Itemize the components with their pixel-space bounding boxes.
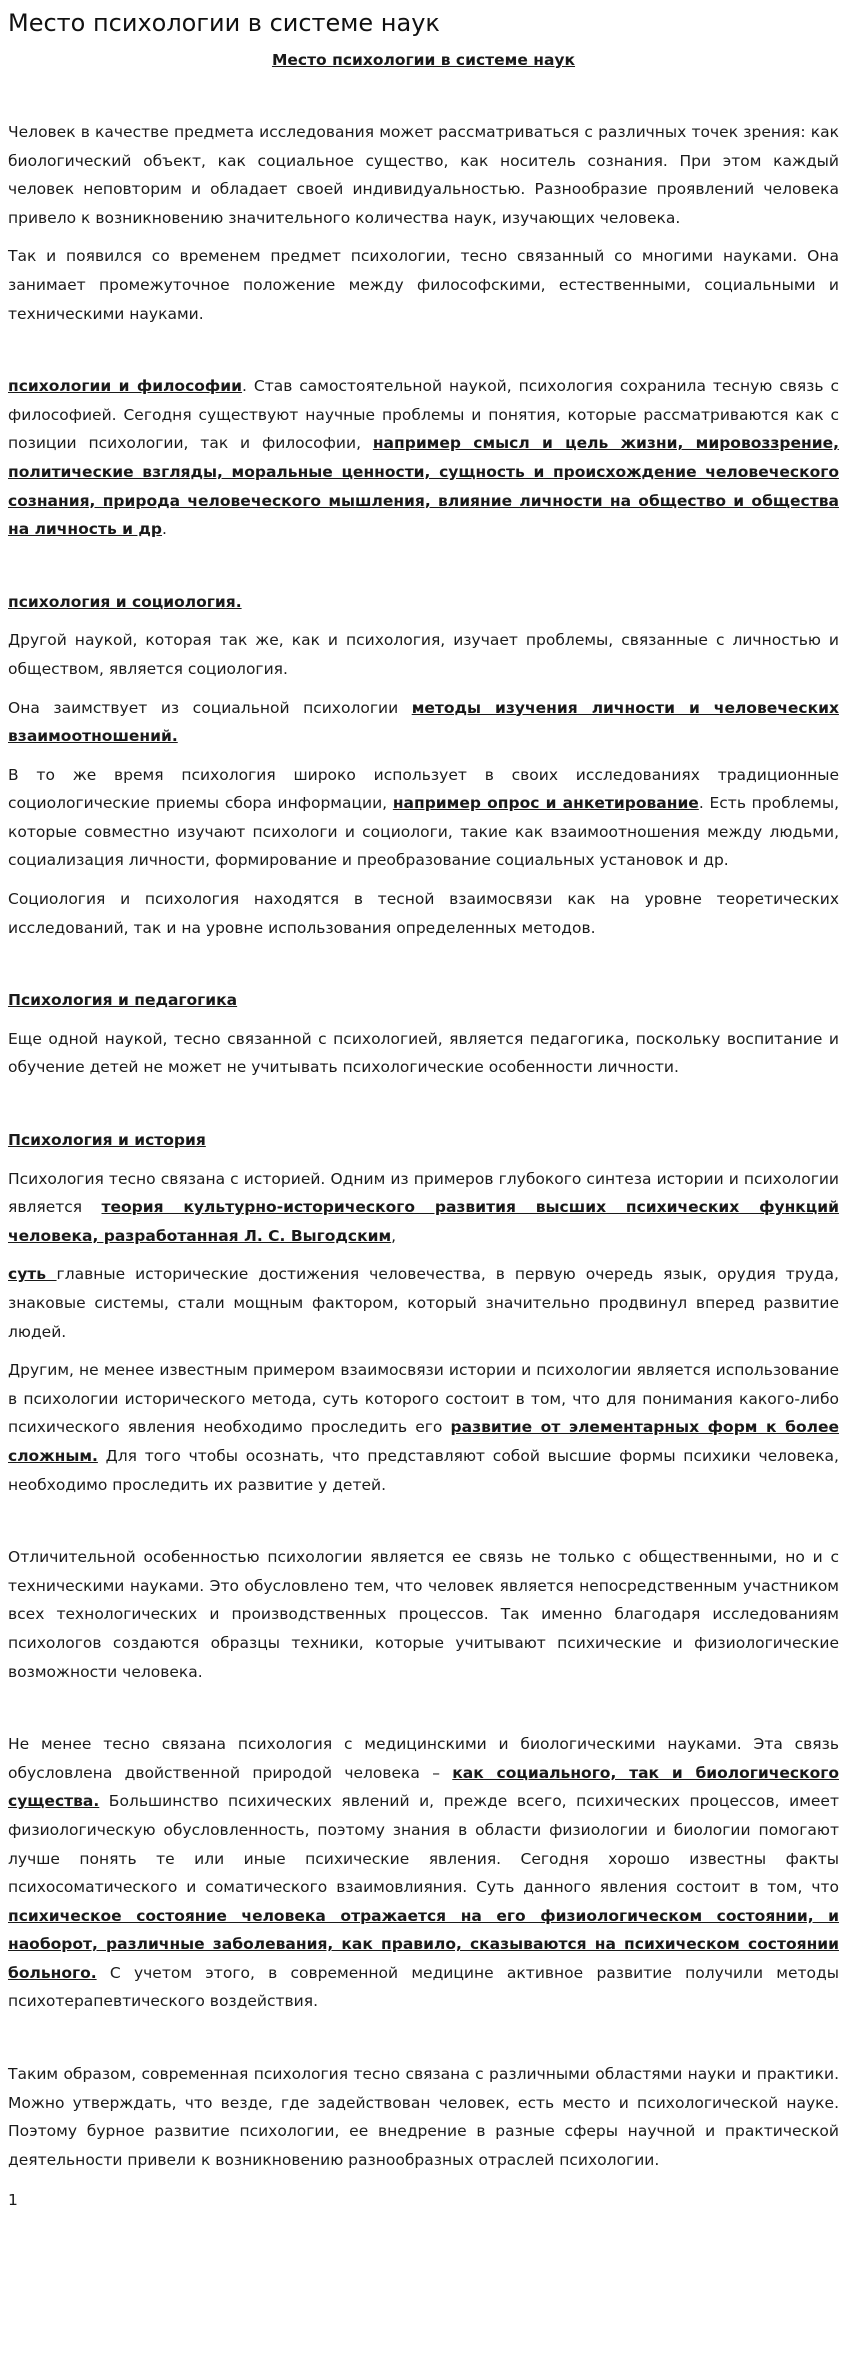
document — [8, 8, 839, 2214]
text-run: главные исторические достижения человечества, в первую очередь язык, орудия труда, знаковые системы, стали мощным фактором, который значительно продвинул вперед развитие людей. — [8, 1265, 839, 1341]
emphasized-text: как социального, так и биологического существа. — [8, 1763, 840, 1811]
text-run: Еще одной наукой, тесно связанной с психологией, является педагогика, поскольку воспитание и обучение детей не может не учитывать психологические особенности личности. — [8, 1029, 839, 1077]
text-run: Большинство психических явлений и, прежде всего, психических процессов, имеет физиологическую обусловленность, поэтому знания в области физиологии и биологии помогают лучше понять те или иные психические явления. Сегодня хорошо известны факты психосоматического и соматического взаимовлияния. Суть данного явления состоит в том, что — [8, 1792, 839, 1897]
emphasized-text: например опрос и анкетирование — [392, 794, 699, 813]
text-run: Человек в качестве предмета исследования может рассматриваться с различных точек зрения: как биологический объект, как социальное существо, как носитель сознания. При этом каждый человек неповторим и обладает своей индивидуальностью. Разнообразие проявлений человека привело к возникновению значительного количества наук, изучающих человека. — [8, 123, 839, 227]
paragraph — [8, 694, 839, 751]
paragraph — [8, 1356, 839, 1499]
text-run: Таким образом, современная психология тесно связана с различными областями науки и практики. Можно утверждать, что везде, где задействован человек, есть место и психологической науке. Поэтому бурное развитие психологии, ее внедрение в разные сферы научной и практической деятельности привели к возникновению разнообразных отраслей психологии. — [8, 2065, 839, 2169]
paragraph — [8, 242, 839, 328]
emphasized-text: Психология и история — [8, 1131, 206, 1150]
paragraph — [8, 2060, 839, 2174]
text-run: Социология и психология находятся в тесной взаимосвязи как на уровне теоретических исследований, так и на уровне использования определенных методов. — [8, 890, 839, 937]
paragraph — [8, 1543, 839, 1686]
paragraph — [8, 118, 839, 232]
paragraph — [8, 885, 839, 942]
text-run: , — [391, 1226, 397, 1245]
emphasized-text: развитие от элементарных форм к более сложным. — [8, 1418, 839, 1465]
emphasized-text: например смысл и цель жизни, мировоззрение, политические взгляды, моральные ценности, сущность и происхождение человеческого сознания, природа человеческого мышления, влияние личности на общество и общества на личность и др — [8, 434, 839, 539]
page-number: 1 — [8, 2191, 18, 2210]
document-header: Место психологии в системе наук — [8, 9, 440, 37]
paragraph — [8, 1165, 839, 1251]
emphasized-text: методы изучения личности и человеческих взаимоотношений. — [8, 698, 839, 746]
text-run: В то же время психология широко использует в своих исследованиях традиционные социологические приемы сбора информации, — [8, 765, 839, 813]
text-run: Не менее тесно связана психология с медицинскими и биологическими науками. Эта связь обусловлена двойственной природой человека – — [8, 1735, 839, 1782]
emphasized-text: Психология и педагогика — [8, 991, 238, 1010]
text-run: Другой наукой, которая так же, как и психология, изучает проблемы, связанные с личностью и обществом, является социология. — [8, 631, 839, 678]
paragraph — [8, 1730, 839, 2016]
text-run: Так и появился со временем предмет психологии, тесно связанный со многими науками. Она занимает промежуточное положение между философскими, естественными, социальными и техническими науками. — [8, 247, 839, 323]
text-run: Психология тесно связана с историей. Одним из примеров глубокого синтеза истории и психологии является — [8, 1169, 839, 1217]
text-run: Для того чтобы осознать, что представляют собой высшие формы психики человека, необходимо проследить их развитие у детей. — [8, 1446, 839, 1494]
text-run: Она заимствует из социальной психологии — [8, 698, 412, 717]
document-title: Место психологии в системе наук — [271, 51, 576, 69]
text-run: . Есть проблемы, которые совместно изучают психологи и социологи, такие как взаимоотношения между людьми, социализация личности, формирование и преобразование социальных установок и др. — [8, 794, 840, 870]
text-run: С учетом этого, в современной медицине активное развитие получили методы психотерапевтического воздействия. — [8, 1963, 839, 2011]
document-body — [8, 118, 839, 2174]
paragraph — [8, 1025, 839, 1082]
emphasized-text: суть — [8, 1265, 57, 1284]
emphasized-text: психология и социология. — [8, 592, 242, 611]
paragraph — [8, 626, 839, 683]
paragraph — [8, 761, 839, 875]
text-run: . — [162, 520, 167, 539]
emphasized-text: психическое состояние человека отражается на его физиологическом состоянии, и наоборот, различные заболевания, как правило, сказываются на психическом состоянии больного. — [8, 1906, 839, 1982]
paragraph — [8, 372, 839, 544]
paragraph — [8, 986, 839, 1015]
paragraph — [8, 1126, 839, 1155]
text-run: Отличительной особенностью психологии является ее связь не только с общественными, но и с техническими науками. Это обусловлено тем, что человек является непосредственным участником всех технологических и производственных процессов. Так именно благодаря исследованиям психологов создаются образцы техники, которые учитывают психические и физиологические возможности человека. — [8, 1548, 839, 1681]
paragraph — [8, 588, 839, 617]
paragraph — [8, 1260, 839, 1346]
text-run: Другим, не менее известным примером взаимосвязи истории и психологии является использование в психологии исторического метода, суть которого состоит в том, что для понимания какого-либо психического явления необходимо проследить его — [8, 1361, 839, 1437]
emphasized-text: теория культурно-исторического развития высших психических функций человека, разработанная Л. С. Выгодским — [8, 1198, 840, 1245]
emphasized-text: психологии и философии — [8, 377, 243, 396]
text-run: . Став самостоятельной наукой, психология сохранила тесную связь с философией. Сегодня существуют научные проблемы и понятия, которые рассматриваются как с позиции психологии, так и философии, — [8, 377, 839, 453]
